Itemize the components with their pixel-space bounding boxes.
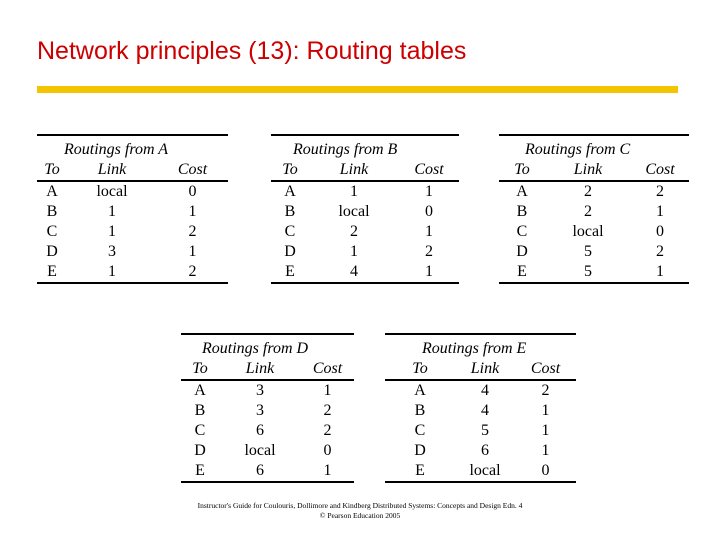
cell-to: B xyxy=(194,402,206,419)
cell-to: B xyxy=(516,203,528,220)
cell-to: C xyxy=(284,223,296,240)
table-caption: Routings from D xyxy=(181,333,354,359)
table-row xyxy=(181,421,354,441)
cell-to: C xyxy=(414,422,426,439)
cell-cost: 1 xyxy=(425,183,433,200)
cell-cost: 2 xyxy=(656,243,664,260)
cell-link: 6 xyxy=(481,442,489,459)
cell-link: 4 xyxy=(481,382,489,399)
column-header-to: To xyxy=(181,359,219,380)
table-caption: Routings from C xyxy=(499,134,689,160)
cell-cost: 2 xyxy=(323,422,332,439)
cell-to: A xyxy=(194,382,206,399)
cell-to: A xyxy=(516,183,528,200)
cell-cost: 1 xyxy=(425,223,433,240)
cell-to: D xyxy=(46,243,58,260)
routing-table-c xyxy=(499,134,689,284)
cell-to: C xyxy=(194,422,206,439)
routing-table-d xyxy=(181,333,354,483)
cell-link: 6 xyxy=(256,422,264,439)
cell-to: E xyxy=(385,461,455,482)
footer-line-1: Instructor's Guide for Coulouris, Dollimore and Kindberg Distributed Systems: Concepts and Design Edn. 4 xyxy=(197,501,523,510)
cell-cost: 2 xyxy=(425,243,433,260)
cell-link: local xyxy=(338,203,370,220)
column-header-cost: Cost xyxy=(515,359,576,380)
table-row xyxy=(385,441,576,461)
routing-table-e xyxy=(385,333,576,483)
cell-to: A xyxy=(414,382,426,399)
routing-table-a xyxy=(37,134,228,284)
cell-cost: 1 xyxy=(188,243,197,260)
column-header-to: To xyxy=(499,160,545,181)
table-header-row xyxy=(499,160,689,181)
footer-line-2: © Pearson Education 2005 xyxy=(319,511,401,520)
table-row xyxy=(37,202,228,222)
cell-to: C xyxy=(46,223,58,240)
cell-to: E xyxy=(271,262,309,283)
cell-cost: 2 xyxy=(188,223,197,240)
cell-cost: 0 xyxy=(656,223,664,240)
table-row xyxy=(271,242,459,262)
cell-link: 1 xyxy=(350,243,358,260)
cell-link: 3 xyxy=(108,243,116,260)
table-row xyxy=(385,421,576,441)
cell-link: 1 xyxy=(350,183,358,200)
cell-link: local xyxy=(455,461,515,482)
table-row xyxy=(271,262,459,283)
cell-link: 1 xyxy=(67,262,157,283)
cell-link: 2 xyxy=(350,223,358,240)
footer-credits xyxy=(0,501,720,521)
table-caption: Routings from A xyxy=(37,134,228,160)
cell-to: D xyxy=(516,243,528,260)
cell-cost: 0 xyxy=(323,442,332,459)
cell-link: 3 xyxy=(256,382,264,399)
column-header-cost: Cost xyxy=(301,359,354,380)
cell-cost: 1 xyxy=(399,262,459,283)
routing-table-b xyxy=(271,134,459,284)
table-row xyxy=(271,202,459,222)
cell-to: E xyxy=(181,461,219,482)
slide-title: Network principles (13): Routing tables xyxy=(37,37,467,65)
cell-cost: 1 xyxy=(631,262,689,283)
column-header-to: To xyxy=(271,160,309,181)
cell-link: 2 xyxy=(584,203,592,220)
table-row xyxy=(37,242,228,262)
cell-to: D xyxy=(414,442,426,459)
cell-to: D xyxy=(194,442,206,459)
cell-cost: 0 xyxy=(515,461,576,482)
table-row xyxy=(499,262,689,283)
table-row xyxy=(385,401,576,421)
cell-cost: 1 xyxy=(541,402,550,419)
cell-link: 1 xyxy=(108,203,116,220)
cell-to: A xyxy=(284,183,296,200)
cell-cost: 0 xyxy=(188,183,197,200)
cell-link: local xyxy=(572,223,604,240)
cell-link: local xyxy=(244,442,276,459)
table-row xyxy=(181,461,354,482)
cell-cost: 1 xyxy=(541,422,550,439)
column-header-link: Link xyxy=(219,359,301,380)
cell-link: local xyxy=(96,183,128,200)
cell-cost: 0 xyxy=(425,203,433,220)
cell-cost: 1 xyxy=(301,461,354,482)
table-caption: Routings from E xyxy=(385,333,576,359)
cell-cost: 2 xyxy=(157,262,228,283)
table-row xyxy=(181,401,354,421)
cell-to: B xyxy=(284,203,296,220)
cell-to: B xyxy=(46,203,58,220)
cell-to: E xyxy=(37,262,67,283)
cell-to: C xyxy=(516,223,528,240)
table-row xyxy=(499,222,689,242)
table-row xyxy=(271,222,459,242)
cell-cost: 1 xyxy=(541,442,550,459)
table-row xyxy=(385,380,576,401)
column-header-to: To xyxy=(385,359,455,380)
cell-to: A xyxy=(46,183,58,200)
table-header-row xyxy=(271,160,459,181)
cell-cost: 2 xyxy=(541,382,550,399)
cell-link: 5 xyxy=(584,243,592,260)
cell-cost: 1 xyxy=(188,203,197,220)
table-row xyxy=(499,242,689,262)
cell-cost: 2 xyxy=(656,183,664,200)
cell-link: 3 xyxy=(256,402,264,419)
cell-to: D xyxy=(284,243,296,260)
table-row xyxy=(271,181,459,202)
cell-link: 4 xyxy=(481,402,489,419)
column-header-link: Link xyxy=(455,359,515,380)
table-row xyxy=(499,202,689,222)
table-caption: Routings from B xyxy=(271,134,459,160)
cell-link: 4 xyxy=(309,262,399,283)
cell-cost: 2 xyxy=(323,402,332,419)
cell-to: E xyxy=(499,262,545,283)
column-header-link: Link xyxy=(67,160,157,181)
table-row xyxy=(37,262,228,283)
table-header-row xyxy=(385,359,576,380)
column-header-cost: Cost xyxy=(631,160,689,181)
cell-cost: 1 xyxy=(656,203,664,220)
cell-cost: 1 xyxy=(323,382,332,399)
table-header-row xyxy=(37,160,228,181)
cell-link: 2 xyxy=(584,183,592,200)
cell-link: 1 xyxy=(108,223,116,240)
column-header-link: Link xyxy=(309,160,399,181)
column-header-to: To xyxy=(37,160,67,181)
cell-link: 5 xyxy=(481,422,489,439)
cell-to: B xyxy=(414,402,426,419)
column-header-cost: Cost xyxy=(399,160,459,181)
table-row xyxy=(37,222,228,242)
column-header-link: Link xyxy=(545,160,631,181)
table-header-row xyxy=(181,359,354,380)
title-underline-bar xyxy=(37,86,678,93)
column-header-cost: Cost xyxy=(157,160,228,181)
cell-link: 5 xyxy=(545,262,631,283)
table-row xyxy=(37,181,228,202)
table-row xyxy=(181,380,354,401)
cell-link: 6 xyxy=(219,461,301,482)
table-row xyxy=(385,461,576,482)
table-row xyxy=(181,441,354,461)
table-row xyxy=(499,181,689,202)
